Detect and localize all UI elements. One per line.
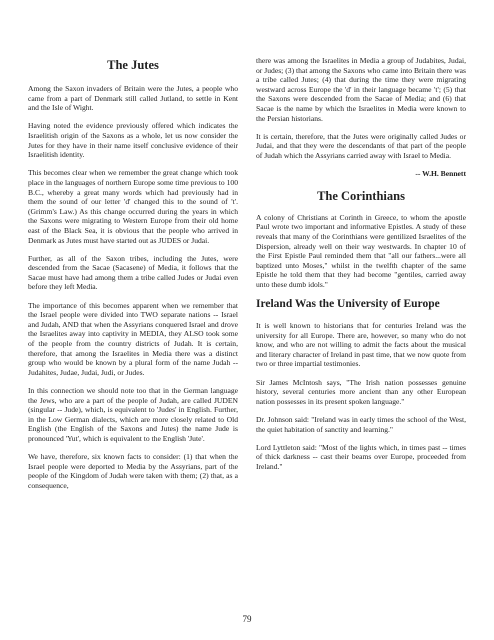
article-title-ireland: Ireland Was the University of Europe [256, 298, 440, 311]
left-column [28, 58, 238, 499]
paragraph: We have, therefore, six known facts to consider: (1) that when the Israel people were deported to Media by the Assyrians, part of the people of the Kingdom of Judah were taken with them; (2) that, as a consequence, [28, 452, 238, 490]
paragraph: there was among the Israelites in Media a group of Judabites, Judai, or Judes; (3) that among the Saxons who came into Britain there was a tribe called Jutes; (4) that during the time they were migrating westward across Europe the 'd' in their language became 't'; (5) that the Saxons were descended from the Sacae of Media; and (6) that Sacae is the name by which the Israelites in Media were known to the Persian historians. [256, 56, 466, 123]
article-title-jutes: The Jutes [107, 58, 159, 72]
paragraph: The importance of this becomes apparent when we remember that the Israel people were divided into TWO separate nations -- Israel and Judah, AND that when the Assyrians conquered Israel and drove the Israelites away into captivity in MEDIA, they ALSO took some of the people from the country districts of Judah. It is certain, therefore, that among the Israelites in Media there was a distinct group who would be known by a plural form of the name Judah -- Judahites, Judae, Judai, Judi, or Judes. [28, 300, 238, 377]
paragraph: A colony of Christians at Corinth in Greece, to whom the apostle Paul wrote two important and informative Epistles. A study of these reveals that many of the Corinthians were gentilized Israelites of the Dispersion, already well on their way westwards. In chapter 10 of the First Epistle Paul reminded them that "all our fathers...were all baptized unto Moses," whilst in the twelfth chapter of the same Epistle he told them that they had become "gentiles, carried away unto these dumb idols." [256, 212, 466, 289]
paragraph: Having noted the evidence previously offered which indicates the Israelitish origin of the Saxons as a whole, let us now consider the Jutes for they have in their name itself conclusive evidence of their Israelitish identity. [28, 121, 238, 160]
paragraph: It is well known to historians that for centuries Ireland was the university for all Europe. There are, however, so many who do not know, and who are not willing to admit the facts about the musical and literary character of Ireland in past time, that we now quote from two or three impartial testimonies. [256, 321, 466, 369]
page-number: 79 [242, 614, 252, 624]
paragraph: Among the Saxon invaders of Britain were the Jutes, a people who came from a part of Denmark still called Jutland, to settle in Kent and the Isle of Wight. [28, 84, 238, 113]
right-column [256, 56, 466, 480]
paragraph: Lord Lyttleton said: "Most of the lights which, in times past -- times of thick darkness -- cast their beams over Europe, proceeded from Ireland." [256, 442, 466, 471]
article-title-corinthians: The Corinthians [317, 188, 405, 203]
paragraph: Further, as all of the Saxon tribes, including the Jutes, were descended from the Sacae (Sacasene) of Media, it follows that the Sacae must have had among them a tribe called Judes or Judai even before they left Media. [28, 253, 238, 292]
author-byline: -- W.H. Bennett [415, 169, 466, 179]
paragraph: In this connection we should note too that in the German language the Jews, who are a part of the people of Judah, are called JUDEN (singular -- Jude), which, is equivalent to 'Judes' in English. Further, in the Low German dialects, which are more closely related to Old English (the English of the Saxons and Jutes) the name Jude is pronounced 'Yut', which is equivalent to the English 'Jute'. [28, 386, 238, 443]
paragraph: This becomes clear when we remember the great change which took place in the languages of northern Europe some time previous to 100 B.C., whereby a great many words which had previously had in them the sound of our letter 'd' changed this to the sound of 't'. (Grimm's Law.) As this change occurred during the years in which the Saxons were migrating to Western Europe from their old home east of the Black Sea, it is obvious that the people who arrived in Denmark as Jutes must have started out as JUDES or Judai. [28, 168, 238, 245]
paragraph: Dr. Johnson said: "Ireland was in early times the school of the West, the quiet habitation of sanctity and learning." [256, 415, 466, 434]
paragraph: Sir James McIntosh says, "The Irish nation possesses genuine history, several centuries more ancient than any other European nation possesses in its present spoken language." [256, 377, 466, 406]
paragraph: It is certain, therefore, that the Jutes were originally called Judes or Judai, and that they were the descendants of that part of the people of Judah which the Assyrians carried away with Israel to Media. [256, 131, 466, 160]
